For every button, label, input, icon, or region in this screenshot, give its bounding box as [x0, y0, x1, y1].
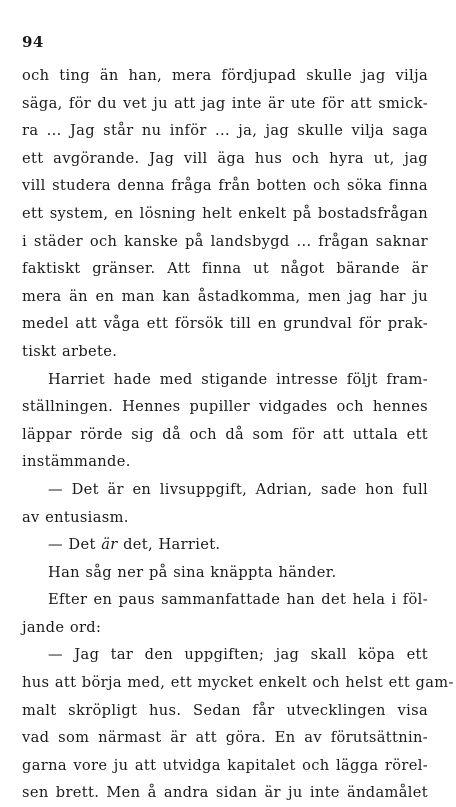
text-segment: — Det	[48, 536, 102, 554]
text-line	[22, 531, 428, 559]
text-line: läppar rörde sig då och då som för att uttala ett	[22, 425, 428, 443]
text-line: malt skröpligt hus. Sedan får utvecklingen visa	[22, 701, 428, 719]
text-line: sen brett. Men å andra sidan är ju inte ändamålet	[22, 784, 428, 802]
text-line: ett avgörande. Jag vill äga hus och hyra ut, jag	[22, 149, 428, 167]
text-line: Efter en paus sammanfattade han det hela i föl-	[48, 591, 428, 609]
text-line: ställningen. Hennes pupiller vidgades och hennes	[22, 398, 428, 416]
text-line: Han såg ner på sina knäppta händer.	[48, 563, 337, 581]
text-segment: det, Harriet.	[117, 536, 221, 554]
text-line: i städer och kanske på landsbygd ... frågan saknar	[22, 232, 428, 250]
text-line: faktiskt gränser. Att finna ut något bärande är	[22, 260, 428, 278]
emphasis-text: är	[101, 536, 118, 554]
text-line: tiskt arbete.	[22, 342, 118, 360]
text-line: jande ord:	[22, 618, 102, 636]
page-number: 94	[22, 33, 44, 51]
body-text	[22, 62, 454, 807]
text-line: vill studera denna fråga från botten och söka finna	[22, 177, 428, 195]
text-line: mera än en man kan åstadkomma, men jag har ju	[22, 287, 428, 305]
text-line: garna vore ju att utvidga kapitalet och lägga rörel-	[22, 756, 428, 774]
text-line: och ting än han, mera fördjupad skulle jag vilja	[22, 67, 428, 84]
text-line: Harriet hade med stigande intresse följt fram-	[48, 370, 428, 388]
text-line: vad som närmast är att göra. En av förutsättnin-	[22, 729, 428, 747]
text-line: ra ... Jag står nu inför ... ja, jag skulle vilja saga	[22, 122, 428, 140]
text-line: instämmande.	[22, 453, 131, 471]
text-line: säga, för du vet ju att jag inte är ute för att smick-	[22, 94, 428, 112]
text-line: medel att våga ett försök till en grundval för prak-	[22, 315, 428, 333]
text-line: — Jag tar den uppgiften; jag skall köpa ett	[48, 646, 428, 664]
text-line: — Det är en livsuppgift, Adrian, sade hon full	[48, 480, 428, 498]
text-line: hus att börja med, ett mycket enkelt och helst ett gam-	[22, 674, 454, 692]
text-line: av entusiasm.	[22, 508, 129, 526]
text-line: ett system, en lösning helt enkelt på bostadsfrågan	[22, 204, 428, 222]
